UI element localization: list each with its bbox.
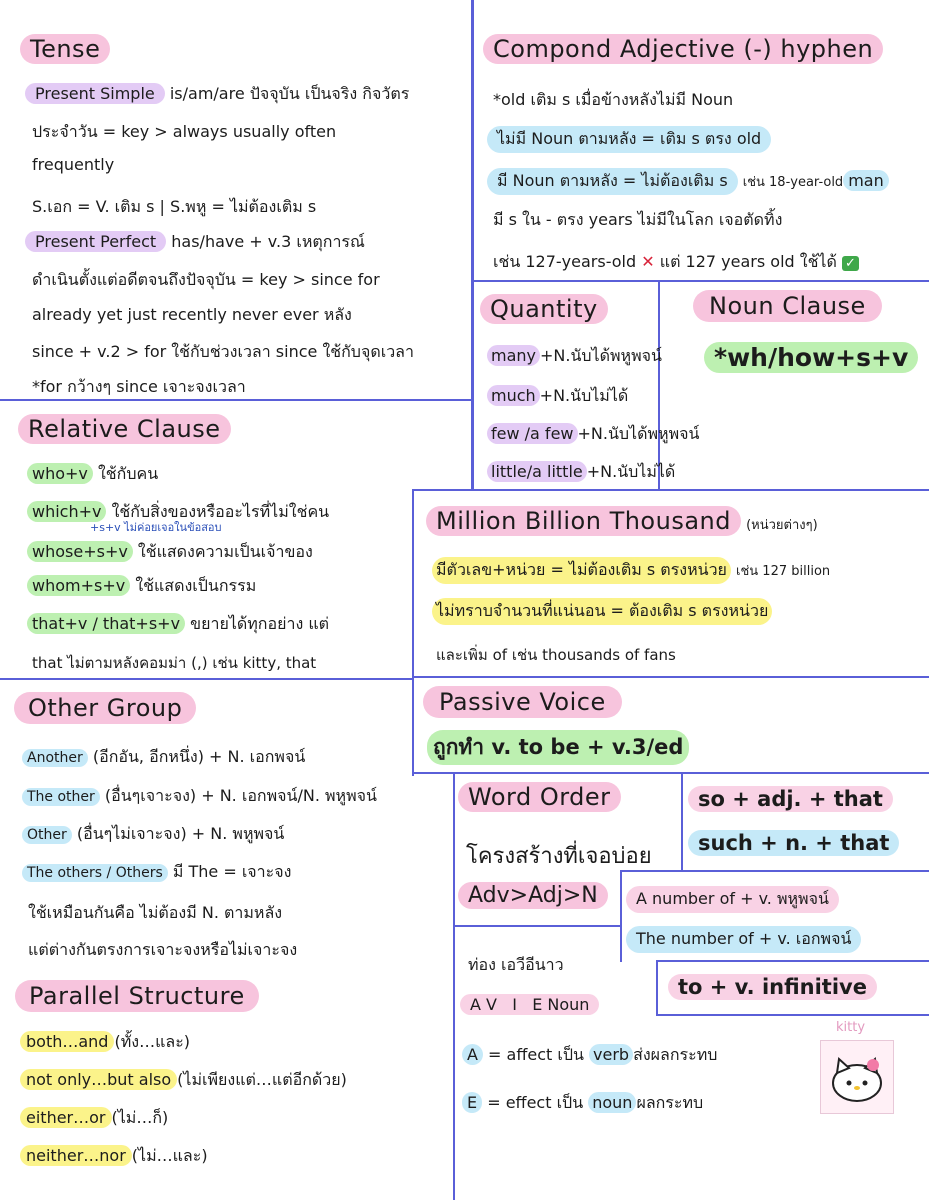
another-text: (อีกอัน, อีกหนึ่ง) + N. เอกพจน์ [92,747,306,766]
divider-million-left [412,489,414,679]
few-text: +N.นับได้พหูพจน์ [577,424,700,443]
other-label: Other [22,826,72,844]
hello-kitty-icon [821,1041,893,1113]
other-theother [22,784,377,809]
word-order-subtitle: โครงสร้างที่เจอบ่อย [466,844,652,869]
divider-million-top [412,489,929,491]
notonly-text: (ไม่เพียงแต่…แต่อีกด้วย) [177,1070,347,1089]
passive-formula: ถูกทำ v. to be + v.3/ed [427,730,689,765]
cross-icon: ✕ [641,252,655,271]
which-text: ใช้กับสิ่งของหรืออะไรที่ไม่ใช่คน [111,502,330,521]
relative-title: Relative Clause [18,414,231,444]
word-order-formula: Adv>Adj>N [458,882,608,909]
divider-compound-bottom [473,280,929,282]
notonly-label: not only…but also [20,1069,177,1090]
that-label: that+v / that+s+v [27,613,185,634]
divider-toinf-left [656,960,658,1016]
quantity-few [487,422,699,447]
divider-toinf-bottom [656,1014,929,1016]
million-example: เช่น 127 billion [736,564,831,579]
to-infinitive-rule: to + v. infinitive [668,974,877,1000]
quantity-many [487,344,662,369]
other-line5: ใช้เหมือนกันคือ ไม่ต้องมี N. ตามหลัง [28,903,283,922]
check-icon: ✓ [842,256,859,271]
effect-row [462,1091,703,1116]
others-text: มี The = เจาะจง [172,862,292,881]
few-label: few /a few [487,423,578,444]
e-letter: E [462,1092,482,1113]
verb-label: verb [589,1044,633,1065]
other-text: (อื่นๆไม่เจาะจง) + N. พหูพจน์ [76,824,285,843]
noun-clause-title: Noun Clause [693,290,882,322]
a-letter: A [462,1044,483,1065]
parallel-both [20,1030,190,1055]
relative-which-note: +s+v ไม่ค่อยเจอในข้อสอบ [90,521,222,534]
compound-man: man [843,170,889,191]
divider-lower-vertical [453,772,455,1200]
tense-ps-line2: ประจำวัน = key > always usually often [32,122,337,141]
neither-text: (ไม่…และ) [131,1146,208,1165]
other-title: Other Group [14,692,196,724]
divider-number-left [620,870,622,962]
parallel-notonly [20,1068,347,1093]
tense-pp-line3: already yet just recently never ever หลัง [32,305,352,324]
affect-text: = affect เป็น [488,1045,584,1064]
present-perfect-text: has/have + v.3 เหตุการณ์ [171,232,365,251]
who-label: who+v [27,463,93,484]
relative-that-line2: that ไม่ตามหลังคอมม่า (,) เช่น kitty, that [32,654,317,672]
relative-whose [27,540,313,565]
compound-wrong-example: เช่น 127-years-old [493,252,637,271]
divider-passive-bottom [412,772,929,774]
relative-who [27,462,158,487]
tense-pp-line2: ดำเนินตั้งแต่อดีตจนถึงปัจจุบัน = key > since for [32,270,380,289]
kitty-label: kitty [836,1020,866,1035]
divider-wo-bottom [453,925,621,927]
that-text: ขยายได้ทุกอย่าง แต่ [190,614,330,633]
both-text: (ทั้ง…และ) [114,1032,191,1051]
parallel-title: Parallel Structure [15,980,259,1012]
others-label: The others / Others [22,864,168,882]
present-simple-text: is/am/are ปัจจุบัน เป็นจริง กิจวัตร [169,84,410,103]
many-text: +N.นับได้พหูพจน์ [540,346,662,365]
affect-meaning: ส่งผลกระทบ [633,1045,718,1064]
tense-pp-line1 [25,230,365,255]
divider-relative-bottom [0,678,414,680]
million-line2 [432,598,772,625]
million-line1 [432,557,830,584]
present-perfect-label: Present Perfect [25,231,166,252]
the-number-rule: The number of + v. เอกพจน์ [626,926,861,953]
million-title-note: (หน่วยต่างๆ) [746,518,818,533]
compound-line1: *old เติม s เมื่อข้างหลังไม่มี Noun [493,90,734,109]
passive-title: Passive Voice [423,686,622,718]
effect-meaning: ผลกระทบ [636,1093,704,1112]
present-simple-label: Present Simple [25,83,165,104]
other-others [22,860,291,885]
either-label: either…or [20,1107,112,1128]
divider-number-bottom [656,960,929,962]
quantity-title: Quantity [480,294,608,324]
tense-ps-line1 [25,82,409,107]
tense-pp-line4: since + v.2 > for ใช้กับช่วงเวลา since ใช้กับจุดเวลา [32,342,414,361]
divider-passive-top [412,676,929,678]
tense-ps-line3: frequently [32,155,115,174]
neither-label: neither…nor [20,1145,132,1166]
million-line3: และเพิ่ม of เช่น thousands of fans [436,646,676,664]
compound-line4: มี s ใน - ตรง years ไม่มีในโลก เจอตัดทิ้ง [493,210,783,229]
compound-right-example: แต่ 127 years old ใช้ได้ [659,252,837,271]
many-label: many [487,345,540,366]
whom-label: whom+s+v [27,575,130,596]
little-text: +N.นับไม่ได้ [586,462,676,481]
much-label: much [487,385,540,406]
compound-no-noun: ไม่มี Noun ตามหลัง = เติม s ตรง old [487,126,771,153]
whom-text: ใช้แสดงเป็นกรรม [135,576,257,595]
either-text: (ไม่…ก็) [111,1108,169,1127]
word-order-title: Word Order [458,782,621,812]
million-with-number: มีตัวเลข+หน่วย = ไม่ต้องเติม s ตรงหน่วย [432,557,731,584]
compound-line5 [493,250,859,275]
tense-title: Tense [20,34,110,64]
relative-that [27,612,329,637]
noun-clause-formula: *wh/how+s+v [704,342,918,373]
hello-kitty-sticker [820,1040,894,1114]
whose-label: whose+s+v [27,541,133,562]
quantity-much [487,384,628,409]
divider-sothat-bottom [620,870,929,872]
divider-passive-left [412,676,414,776]
whose-text: ใช้แสดงความเป็นเจ้าของ [137,542,313,561]
divider-quantity-right [658,280,660,490]
compound-example: เช่น 18-year-old [742,175,844,190]
divider-wordorder-right [681,772,683,872]
so-that-rule: so + adj. + that [688,786,893,812]
ave-noun: A V I E Noun [460,994,599,1015]
divider-vertical-top [471,0,474,490]
a-number-rule: A number of + v. พหูพจน์ [626,886,839,913]
much-text: +N.นับไม่ได้ [539,386,629,405]
other-another [22,745,305,770]
tense-pp-line5: *for กว้างๆ since เจาะจงเวลา [32,377,246,396]
little-label: little/a little [487,461,587,482]
other-line6: แต่ต่างกันตรงการเจาะจงหรือไม่เจาะจง [28,940,298,959]
which-label: which+v [27,501,106,522]
other-other [22,822,284,847]
affect-row [462,1043,717,1068]
million-unknown-amount: ไม่ทราบจำนวนที่แน่นอน = ต้องเติม s ตรงหน่วย [432,598,772,625]
both-label: both…and [20,1031,114,1052]
parallel-neither [20,1144,208,1169]
theother-label: The other [22,788,100,806]
relative-whom [27,574,256,599]
such-that-rule: such + n. + that [688,830,899,856]
compound-has-noun: มี Noun ตามหลัง = ไม่ต้องเติม s [487,168,738,195]
another-label: Another [22,749,88,767]
quantity-little [487,460,675,485]
mnemonic-text: ท่อง เอวีอีนาว [468,955,564,974]
noun-label: noun [588,1092,636,1113]
tense-ps-line4: S.เอก = V. เติม s | S.พหู = ไม่ต้องเติม s [32,197,317,216]
compound-line3 [487,168,889,195]
parallel-either [20,1106,168,1131]
compound-line2 [487,126,771,153]
million-title-row [426,506,818,536]
compound-title: Compond Adjective (-) hyphen [483,34,883,64]
effect-text: = effect เป็น [487,1093,584,1112]
million-title: Million Billion Thousand [426,506,741,536]
who-text: ใช้กับคน [97,464,159,483]
theother-text: (อื่นๆเจาะจง) + N. เอกพจน์/N. พหูพจน์ [104,786,377,805]
